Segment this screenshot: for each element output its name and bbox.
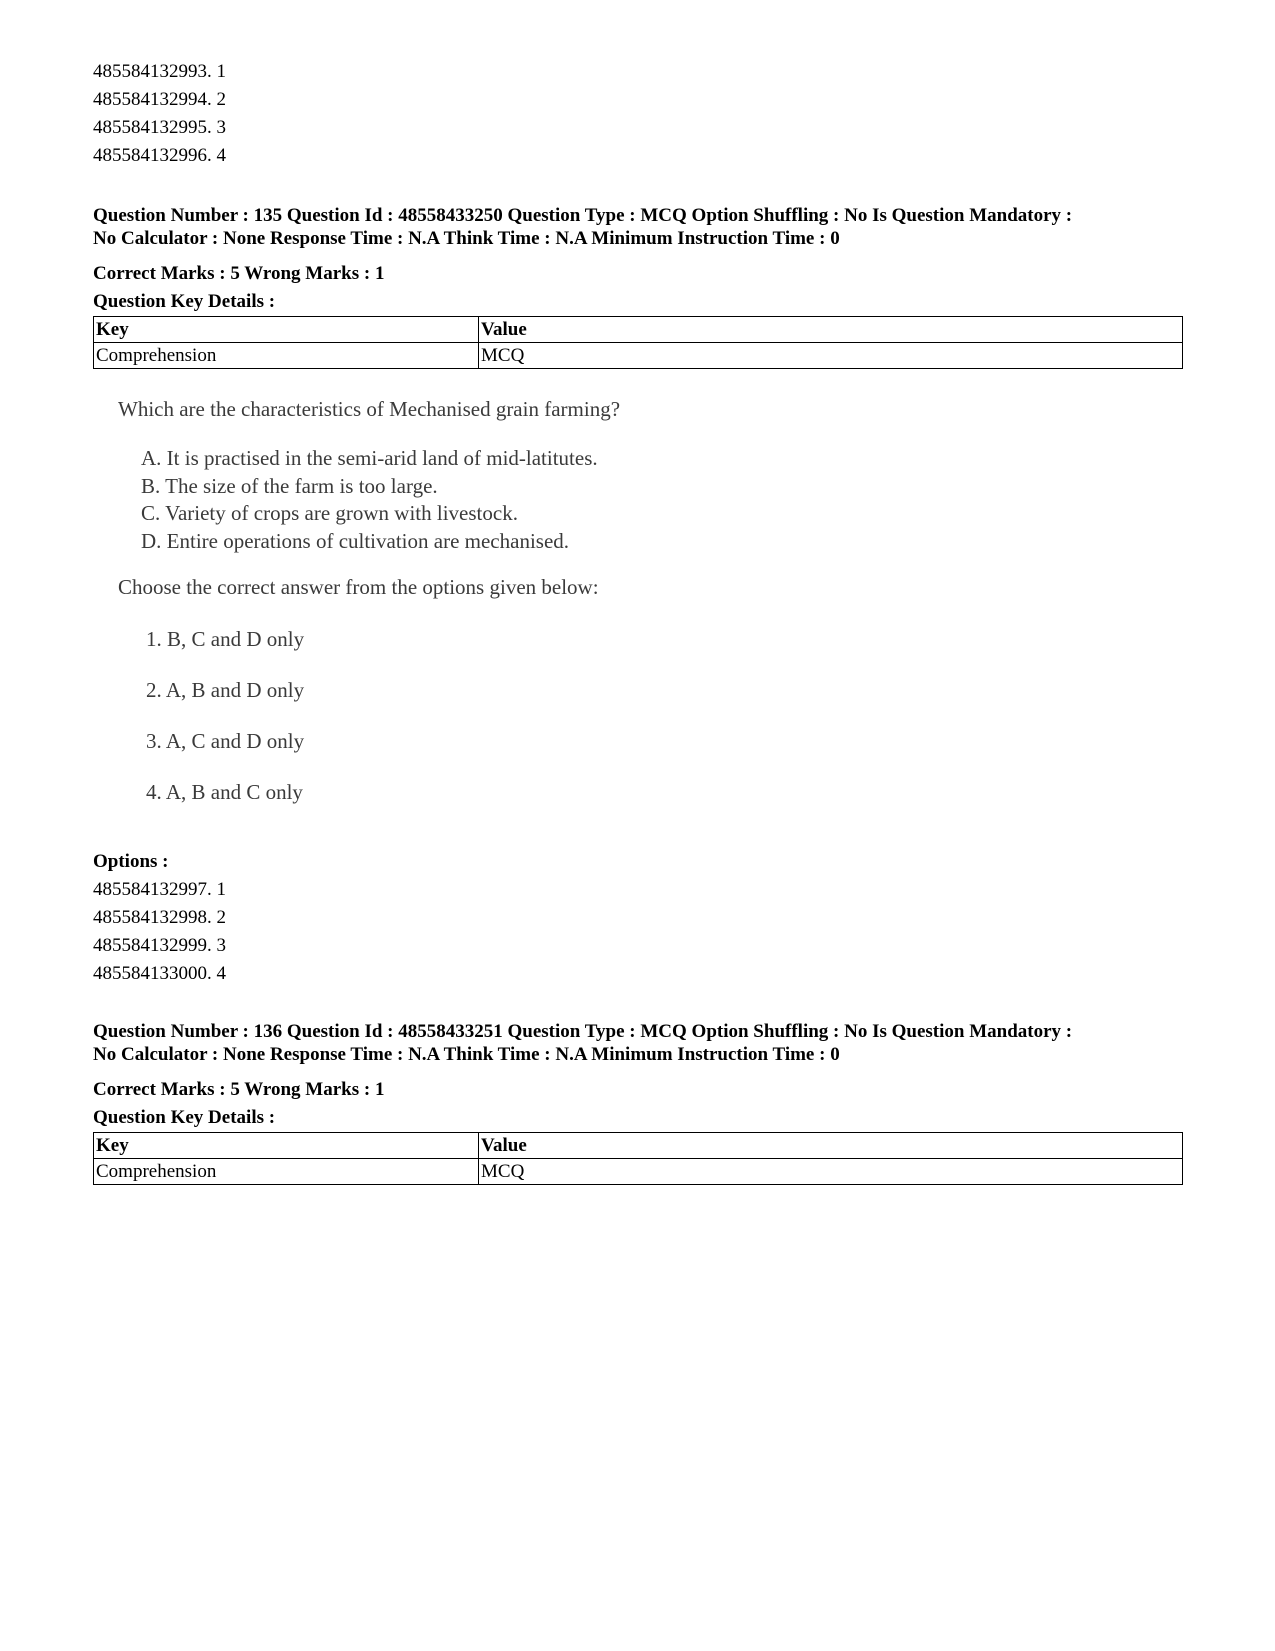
option-item: 485584132995. 3 xyxy=(93,117,226,138)
statement-item: B. The size of the farm is too large. xyxy=(141,473,438,498)
question-stem: Which are the characteristics of Mechanised grain farming? xyxy=(118,397,621,421)
question-header-line-1: Question Number : 136 Question Id : 48558433251 Question Type : MCQ Option Shuffling : No Is Question Mandatory : xyxy=(93,1021,1073,1042)
marks-info: Correct Marks : 5 Wrong Marks : 1 xyxy=(93,1079,385,1100)
option-item: 485584132993. 1 xyxy=(93,61,226,82)
options-section xyxy=(93,848,226,988)
option-item: 485584132997. 1 xyxy=(93,879,226,900)
table-row xyxy=(94,1159,1183,1185)
option-item: 485584132994. 2 xyxy=(93,89,226,110)
table-cell-value: MCQ xyxy=(479,343,1183,369)
statement-item: C. Variety of crops are grown with livestock. xyxy=(141,501,518,525)
table-header-value: Value xyxy=(479,1133,1183,1159)
statement-item: D. Entire operations of cultivation are mechanised. xyxy=(141,528,570,553)
choose-instruction: Choose the correct answer from the options given below: xyxy=(118,575,599,599)
option-item: 485584132998. 2 xyxy=(93,907,226,928)
statement-item: A. It is practised in the semi-arid land of mid-latitutes. xyxy=(141,446,598,470)
answer-choice: 2. A, B and D only xyxy=(146,678,305,702)
table-header-value: Value xyxy=(479,317,1183,343)
key-details-table xyxy=(93,1132,1183,1185)
marks-info: Correct Marks : 5 Wrong Marks : 1 xyxy=(93,263,385,284)
options-label: Options : xyxy=(93,851,169,872)
key-details-label: Question Key Details : xyxy=(93,291,276,312)
question-header-line-2: No Calculator : None Response Time : N.A Think Time : N.A Minimum Instruction Time : 0 xyxy=(93,228,840,249)
answer-choice: 1. B, C and D only xyxy=(146,627,305,651)
question-header xyxy=(93,204,1072,250)
option-item: 485584132996. 4 xyxy=(93,145,226,166)
statement-list xyxy=(141,445,598,555)
key-details-table xyxy=(93,316,1183,369)
key-details-label: Question Key Details : xyxy=(93,1107,276,1128)
table-row xyxy=(94,343,1183,369)
answer-choice: 4. A, B and C only xyxy=(146,780,303,804)
table-cell-key: Comprehension xyxy=(94,1159,479,1185)
table-header-row xyxy=(94,317,1183,343)
answer-choice: 3. A, C and D only xyxy=(146,729,305,753)
question-header xyxy=(93,1020,1072,1066)
option-item: 485584132999. 3 xyxy=(93,935,226,956)
question-header-line-1: Question Number : 135 Question Id : 48558433250 Question Type : MCQ Option Shuffling : No Is Question Mandatory : xyxy=(93,205,1073,226)
table-header-row xyxy=(94,1133,1183,1159)
table-cell-value: MCQ xyxy=(479,1159,1183,1185)
table-header-key: Key xyxy=(94,317,479,343)
question-image xyxy=(118,397,758,837)
previous-options-list xyxy=(93,58,226,170)
table-header-key: Key xyxy=(94,1133,479,1159)
table-cell-key: Comprehension xyxy=(94,343,479,369)
option-item: 485584133000. 4 xyxy=(93,963,226,984)
question-header-line-2: No Calculator : None Response Time : N.A Think Time : N.A Minimum Instruction Time : 0 xyxy=(93,1044,840,1065)
